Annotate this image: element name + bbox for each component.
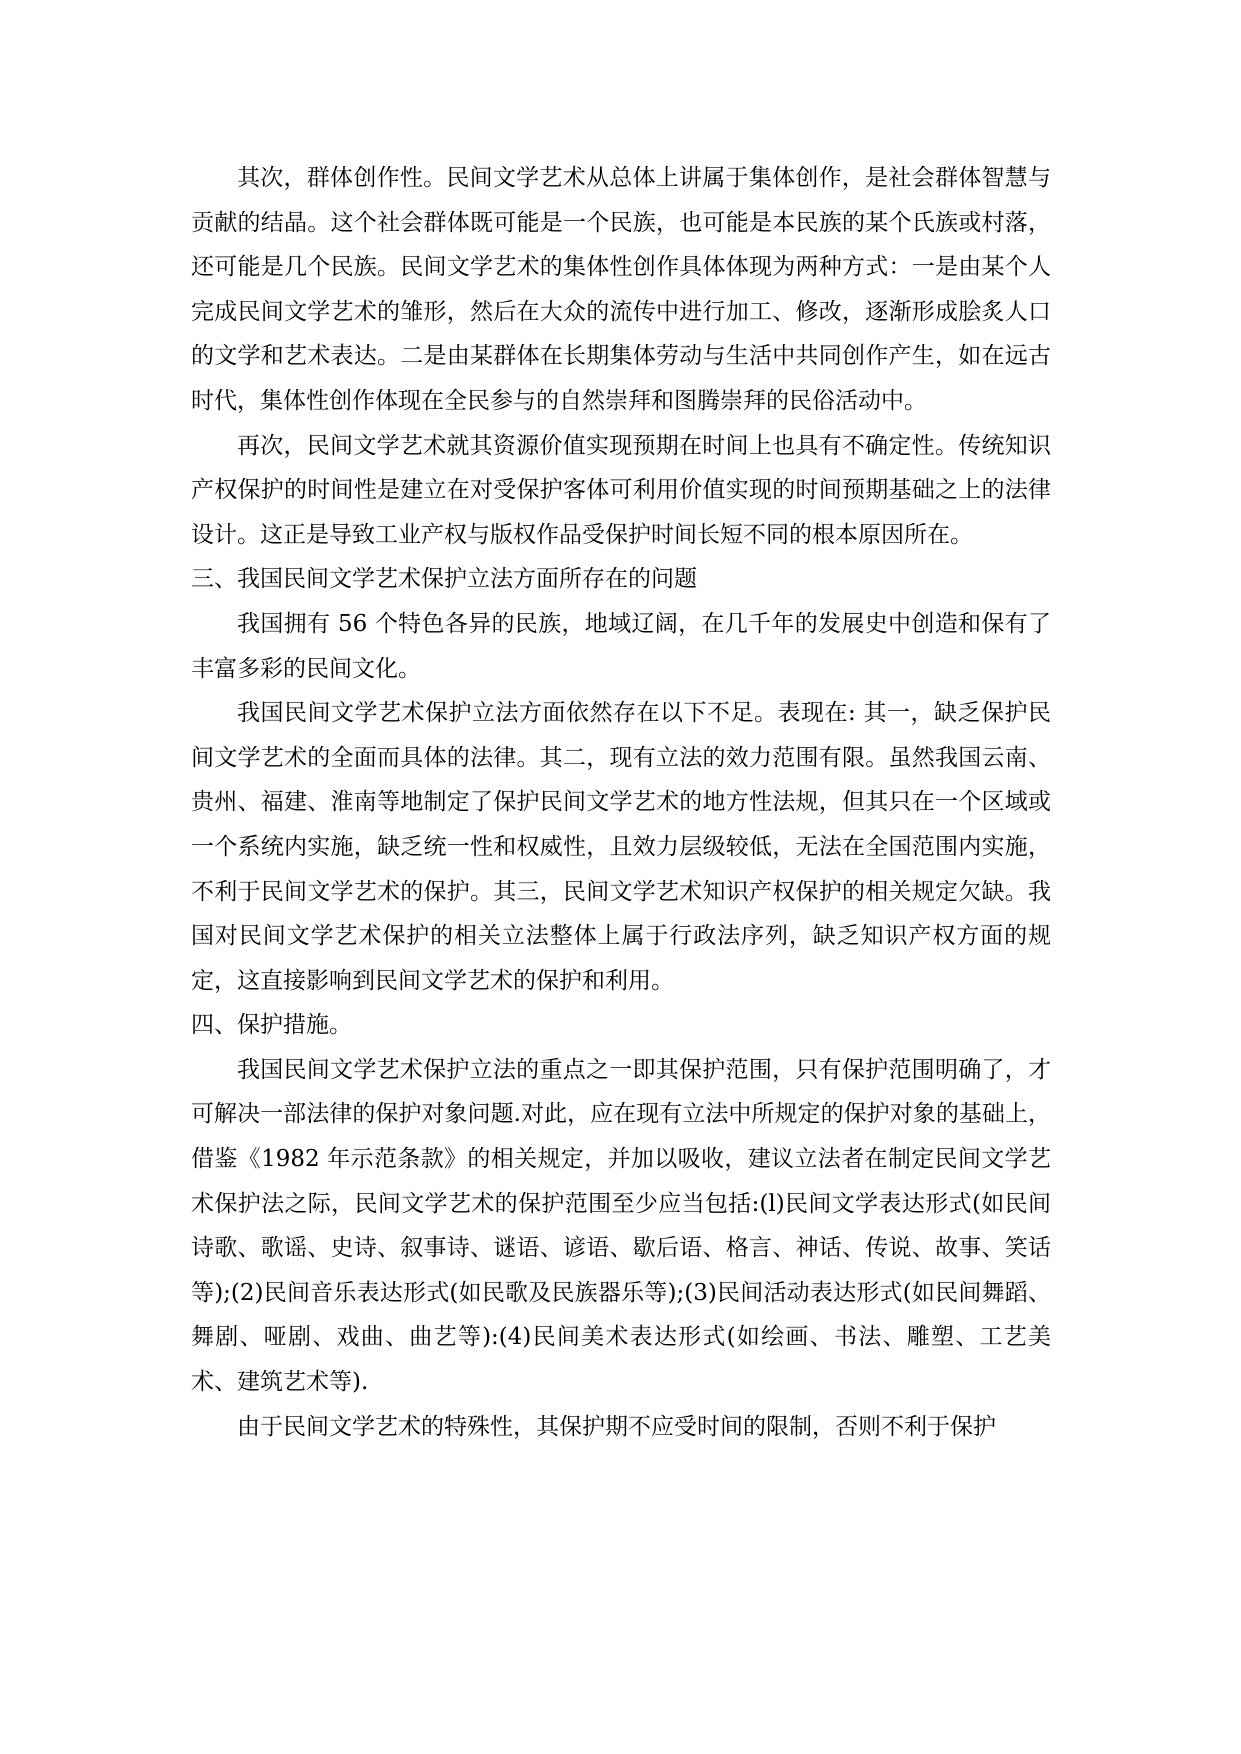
section-heading-protection-measures: 四、保护措施。 [191, 1012, 352, 1039]
document-page [191, 156, 1051, 1449]
paragraph-protection-period: 由于民间文学艺术的特殊性，其保护期不应受时间的限制，否则不利于保护 [237, 1413, 996, 1440]
section-heading-legislation-problems: 三、我国民间文学艺术保护立法方面所存在的问题 [191, 566, 697, 593]
paragraph-protection-scope: 我国民间文学艺术保护立法的重点之一即其保护范围，只有保护范围明确了，才可解决一部法律的保护对象问题.对此，应在现有立法中所规定的保护对象的基础上，借鉴《1982 年示范条款》的相关规定，并加以吸收，建议立法者在制定民间文学艺术保护法之际，民间文学艺术的保护范围至少应当包括:(l)民间文学表达形式(如民间诗歌、歌谣、史诗、叙事诗、谜语、谚语、歇后语、格言、神话、传说、故事、笑话等);(2)民间音乐表达形式(如民歌及民族器乐等);(3)民间活动表达形式(如民间舞蹈、舞剧、哑剧、戏曲、曲艺等):(4)民间美术表达形式(如绘画、书法、雕塑、工艺美术、建筑艺术等). [191, 1056, 1051, 1396]
paragraph-ethnic-diversity: 我国拥有 56 个特色各异的民族，地域辽阔，在几千年的发展史中创造和保有了丰富多彩的民间文化。 [191, 610, 1051, 682]
paragraph-time-uncertainty: 再次，民间文学艺术就其资源价值实现预期在时间上也具有不确定性。传统知识产权保护的时间性是建立在对受保护客体可利用价值实现的时间预期基础之上的法律设计。这正是导致工业产权与版权作品受保护时间长短不同的根本原因所在。 [191, 432, 1051, 548]
paragraph-group-creation: 其次，群体创作性。民间文学艺术从总体上讲属于集体创作，是社会群体智慧与贡献的结晶。这个社会群体既可能是一个民族，也可能是本民族的某个氏族或村落，还可能是几个民族。民间文学艺术的集体性创作具体体现为两种方式：一是由某个人完成民间文学艺术的雏形，然后在大众的流传中进行加工、修改，逐渐形成脍炙人口的文学和艺术表达。二是由某群体在长期集体劳动与生活中共同创作产生，如在远古时代，集体性创作体现在全民参与的自然崇拜和图腾崇拜的民俗活动中。 [191, 165, 1051, 414]
paragraph-legislation-shortcomings: 我国民间文学艺术保护立法方面依然存在以下不足。表现在: 其一，缺乏保护民间文学艺术的全面而具体的法律。其二，现有立法的效力范围有限。虽然我国云南、贵州、福建、淮南等地制定了保护民间文学艺术的地方性法规，但其只在一个区域或一个系统内实施，缺乏统一性和权威性，且效力层级较低，无法在全国范围内实施，不利于民间文学艺术的保护。其三，民间文学艺术知识产权保护的相关规定欠缺。我国对民间文学艺术保护的相关立法整体上属于行政法序列，缺乏知识产权方面的规定，这直接影响到民间文学艺术的保护和利用。 [191, 700, 1051, 994]
